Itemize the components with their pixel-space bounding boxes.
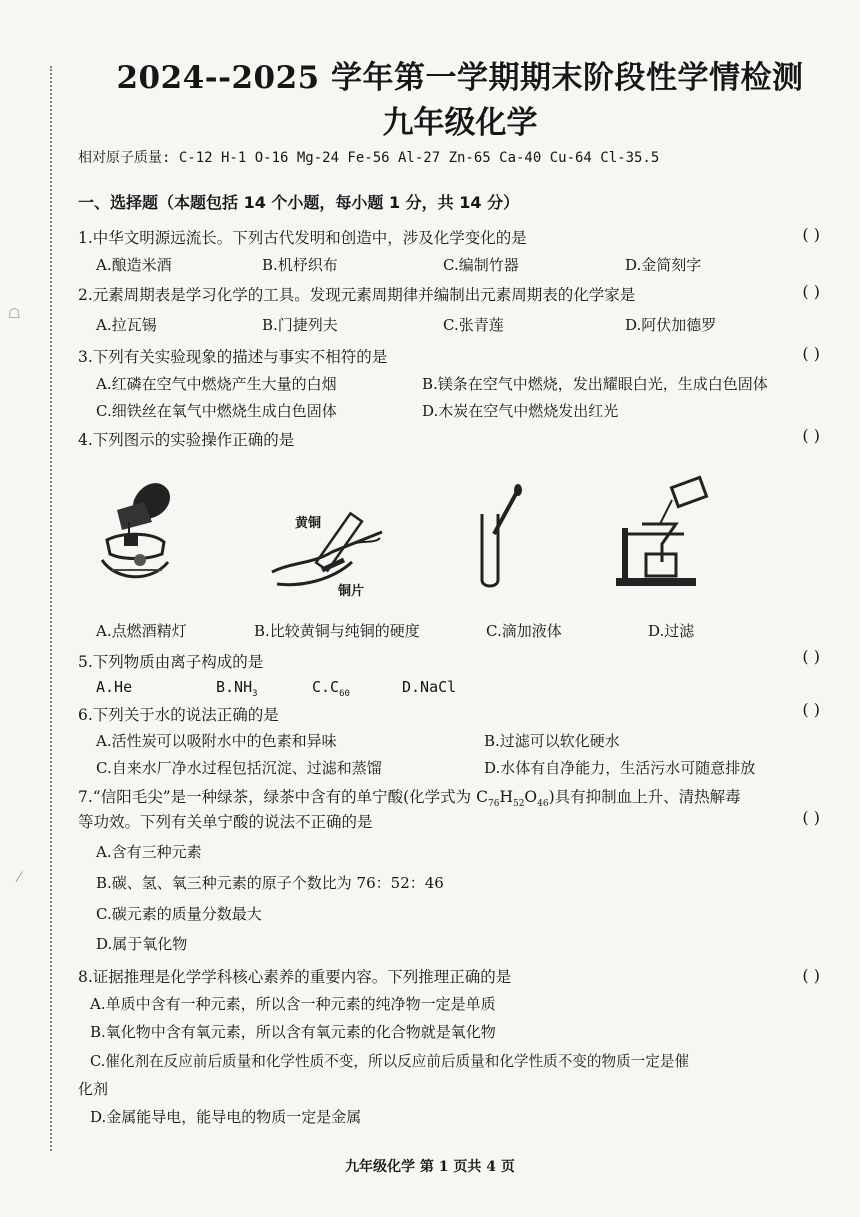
- answer-paren: ( ): [802, 700, 820, 719]
- q3-option-d: D.木炭在空气中燃烧发出红光: [422, 402, 619, 420]
- exam-title: 2024--2025 学年第一学期期末阶段性学情检测: [116, 60, 804, 96]
- q3-option-a: A.红磷在空气中燃烧产生大量的白烟: [96, 375, 337, 393]
- q5-option-a: A.He: [96, 678, 133, 696]
- q8-option-a: A.单质中含有一种元素，所以含一种元素的纯净物一定是单质: [90, 995, 496, 1013]
- section-title: 一、选择题（本题包括 14 个小题，每小题 1 分，共 14 分）: [78, 193, 520, 212]
- q1-option-c: C.编制竹器: [443, 256, 519, 274]
- q7-option-c: C.碳元素的质量分数最大: [96, 905, 262, 923]
- question-6-stem: 6.下列关于水的说法正确的是: [78, 706, 279, 724]
- question-5-stem: 5.下列物质由离子构成的是: [78, 653, 264, 671]
- atomic-masses: 相对原子质量: C-12 H-1 O-16 Mg-24 Fe-56 Al-27 Zn-65 Ca-40 Cu-64 Cl-35.5: [78, 150, 660, 166]
- q2-option-c: C.张青莲: [443, 316, 504, 334]
- q1-option-d: D.金简刻字: [625, 256, 702, 274]
- answer-paren: ( ): [802, 808, 820, 827]
- alcohol-lamp-figure: [82, 470, 192, 600]
- label-brass: 黄铜: [295, 516, 322, 531]
- answer-paren: ( ): [802, 282, 820, 301]
- q1-option-a: A.酿造米酒: [96, 256, 172, 274]
- q1-option-b: B.机杼织布: [262, 256, 338, 274]
- question-7-stem-line2: 等功效。下列有关单宁酸的说法不正确的是: [78, 813, 373, 831]
- q7-option-a: A.含有三种元素: [96, 843, 202, 861]
- q4-option-c: C.滴加液体: [486, 622, 562, 640]
- answer-paren: ( ): [802, 344, 820, 363]
- q2-option-d: D.阿伏加德罗: [625, 316, 717, 334]
- label-copper: 铜片: [338, 584, 365, 599]
- q4-option-b: B.比较黄铜与纯铜的硬度: [254, 622, 420, 640]
- q8-option-c-cont: 化剂: [78, 1080, 109, 1098]
- q2-option-a: A.拉瓦锡: [96, 316, 157, 334]
- binding-mark: ☖: [8, 306, 21, 322]
- question-4-stem: 4.下列图示的实验操作正确的是: [78, 431, 295, 449]
- filtration-figure: [612, 474, 712, 594]
- q2-option-b: B.门捷列夫: [262, 316, 338, 334]
- question-7-stem: 7.“信阳毛尖”是一种绿茶，绿茶中含有的单宁酸(化学式为 $C_{76}H_{52}O_{46}$)具有抑制血上升、清热解毒: [78, 788, 741, 810]
- q4-option-d: D.过滤: [648, 622, 695, 640]
- question-1-stem: 1.中华文明源远流长。下列古代发明和创造中，涉及化学变化的是: [78, 229, 527, 247]
- q8-option-c: C.催化剂在反应前后质量和化学性质不变，所以反应前后质量和化学性质不变的物质一定是催: [90, 1053, 690, 1070]
- q7-option-b: B.碳、氢、氧三种元素的原子个数比为 76：52：46: [96, 874, 444, 892]
- q6-option-b: B.过滤可以软化硬水: [484, 732, 620, 750]
- question-2-stem: 2.元素周期表是学习化学的工具。发现元素周期律并编制出元素周期表的化学家是: [78, 286, 636, 304]
- q3-option-b: B.镁条在空气中燃烧，发出耀眼白光，生成白色固体: [422, 375, 768, 393]
- answer-paren: ( ): [802, 966, 820, 985]
- q6-option-c: C.自来水厂净水过程包括沉淀、过滤和蒸馏: [96, 759, 382, 777]
- question-8-stem: 8.证据推理是化学学科核心素养的重要内容。下列推理正确的是: [78, 968, 512, 986]
- q7-option-d: D.属于氧化物: [96, 935, 188, 953]
- hardness-comparison-figure: [262, 492, 402, 602]
- q3-option-c: C.细铁丝在氧气中燃烧生成白色固体: [96, 402, 337, 420]
- exam-subtitle: 九年级化学: [382, 105, 538, 141]
- q5-option-c: $C.C_{60}$: [312, 678, 350, 699]
- answer-paren: ( ): [802, 647, 820, 666]
- page-footer: 九年级化学 第 1 页共 4 页: [345, 1159, 515, 1175]
- answer-paren: ( ): [802, 225, 820, 244]
- dropper-test-tube-figure: [468, 484, 528, 594]
- q6-option-d: D.水体有自净能力，生活污水可随意排放: [484, 759, 756, 777]
- answer-paren: ( ): [802, 426, 820, 445]
- q5-option-b: $B.NH_3$: [216, 678, 258, 699]
- q5-option-d: D.NaCl: [402, 678, 457, 696]
- q8-option-d: D.金属能导电，能导电的物质一定是金属: [90, 1108, 362, 1126]
- binding-line: [50, 66, 52, 1151]
- q4-option-a: A.点燃酒精灯: [96, 622, 187, 640]
- question-3-stem: 3.下列有关实验现象的描述与事实不相符的是: [78, 348, 388, 366]
- binding-mark: ⁄: [18, 870, 21, 886]
- q8-option-b: B.氧化物中含有氧元素，所以含有氧元素的化合物就是氧化物: [90, 1023, 496, 1041]
- q6-option-a: A.活性炭可以吸附水中的色素和异味: [96, 732, 337, 750]
